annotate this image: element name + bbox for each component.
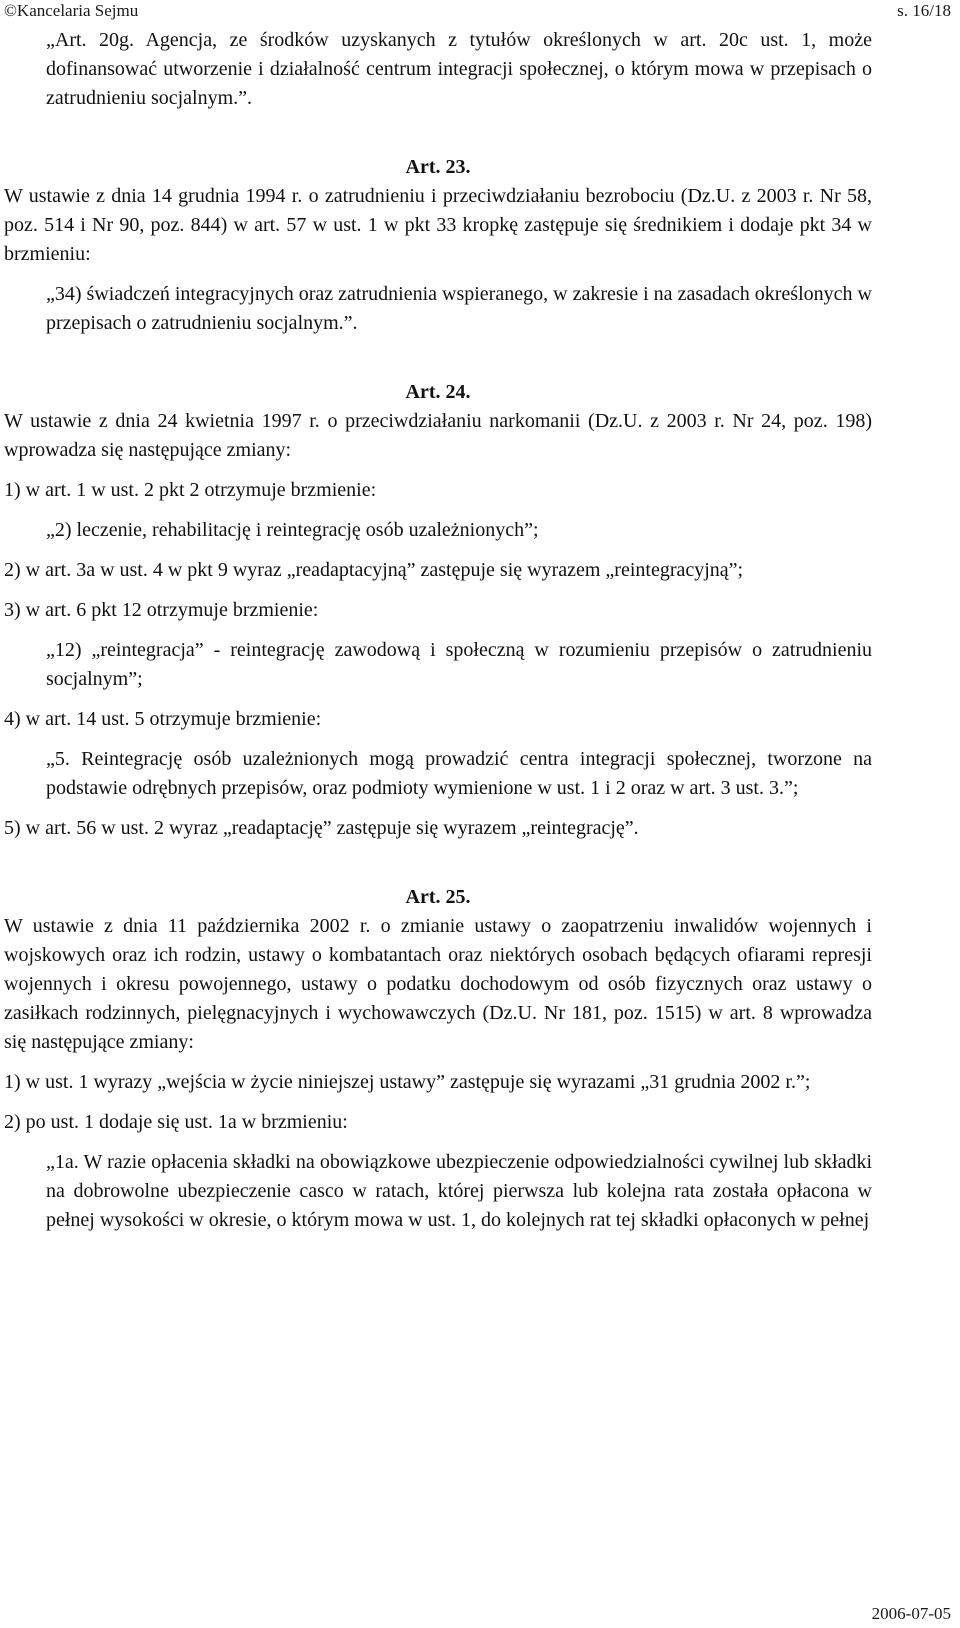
art-23-title: Art. 23. (405, 156, 471, 178)
art-25-item-1: 1) w ust. 1 wyrazy „wejścia w życie niniejszej ustawy” zastępuje się wyrazami „31 grudnia 2002 r.”; (4, 1071, 811, 1093)
art-24-item-4-quote: „5. Reintegrację osób uzależnionych mogą prowadzić centra integracji społecznej, tworzone na podstawie odrębnych przepisów, oraz podmioty wymienione w ust. 1 i 2 oraz w art. 3 ust. 3.”; (46, 748, 872, 799)
spacer (4, 338, 872, 378)
spacer (4, 734, 872, 745)
art-20g-paragraph: „Art. 20g. Agencja, ze środków uzyskanych z tytułów określonych w art. 20c ust. 1, może dofinansować utworzenie i działalność centrum integracji społecznej, o którym mowa w przepisach o zatrudnieniu socjalnym.”. (46, 29, 872, 109)
spacer (4, 545, 872, 556)
spacer (4, 585, 872, 596)
spacer (4, 113, 872, 153)
spacer (4, 1137, 872, 1148)
art-24-item-3: 3) w art. 6 pkt 12 otrzymuje brzmienie: (4, 599, 319, 621)
art-23-quote: „34) świadczeń integracyjnych oraz zatrudnienia wspieranego, w zakresie i na zasadach określonych w przepisach o zatrudnieniu socjalnym.”. (46, 283, 872, 334)
art-23-intro: W ustawie z dnia 14 grudnia 1994 r. o zatrudnieniu i przeciwdziałaniu bezrobociu (Dz.U. z 2003 r. Nr 58, poz. 514 i Nr 90, poz. 844) w art. 57 w ust. 1 w pkt 33 kropkę zastępuje się średnikiem i dodaje pkt 34 w brzmieniu: (4, 185, 872, 265)
spacer (4, 694, 872, 705)
header-page-number: s. 16/18 (897, 1, 951, 20)
spacer (4, 269, 872, 280)
art-24-item-3-quote: „12) „reintegracja” - reintegrację zawodową i społeczną w rozumieniu przepisów o zatrudnieniu socjalnym”; (46, 639, 872, 690)
spacer (4, 505, 872, 516)
spacer (4, 1057, 872, 1068)
spacer (4, 843, 872, 883)
footer-date: 2006-07-05 (871, 1604, 951, 1623)
spacer (4, 803, 872, 814)
header-publisher: ©Kancelaria Sejmu (4, 1, 139, 20)
art-24-item-5: 5) w art. 56 w ust. 2 wyraz „readaptację” zastępuje się wyrazem „reintegrację”. (4, 817, 639, 839)
spacer (4, 1097, 872, 1108)
document-body (4, 26, 872, 1235)
art-24-item-1: 1) w art. 1 w ust. 2 pkt 2 otrzymuje brzmienie: (4, 479, 377, 501)
art-25-item-2-quote: „1a. W razie opłacenia składki na obowiązkowe ubezpieczenie odpowiedzialności cywilnej lub składki na dobrowolne ubezpieczenie casco w ratach, której pierwsza lub kolejna rata została opłacona w pełnej wysokości w okresie, o którym mowa w ust. 1, do kolejnych rat tej składki opłaconych w pełnej (46, 1151, 872, 1231)
art-24-intro: W ustawie z dnia 24 kwietnia 1997 r. o przeciwdziałaniu narkomanii (Dz.U. z 2003 r. Nr 24, poz. 198) wprowadza się następujące zmiany: (4, 410, 872, 461)
spacer (4, 625, 872, 636)
art-25-item-2: 2) po ust. 1 dodaje się ust. 1a w brzmieniu: (4, 1111, 348, 1133)
art-24-item-2: 2) w art. 3a w ust. 4 w pkt 9 wyraz „readaptacyjną” zastępuje się wyrazem „reintegracyjną”; (4, 559, 744, 581)
art-25-title: Art. 25. (405, 886, 471, 908)
art-24-title: Art. 24. (405, 381, 471, 403)
art-24-item-4: 4) w art. 14 ust. 5 otrzymuje brzmienie: (4, 708, 322, 730)
art-24-item-1-quote: „2) leczenie, rehabilitację i reintegrację osób uzależnionych”; (46, 519, 539, 541)
spacer (4, 465, 872, 476)
art-25-intro: W ustawie z dnia 11 października 2002 r. o zmianie ustawy o zaopatrzeniu inwalidów wojennych i wojskowych oraz ich rodzin, ustawy o kombatantach oraz niektórych osobach będących ofiarami represji wojennych i okresu powojennego, ustawy o podatku dochodowym od osób fizycznych oraz ustawy o zasiłkach rodzinnych, pielęgnacyjnych i wychowawczych (Dz.U. Nr 181, poz. 1515) w art. 8 wprowadza się następujące zmiany: (4, 915, 872, 1053)
